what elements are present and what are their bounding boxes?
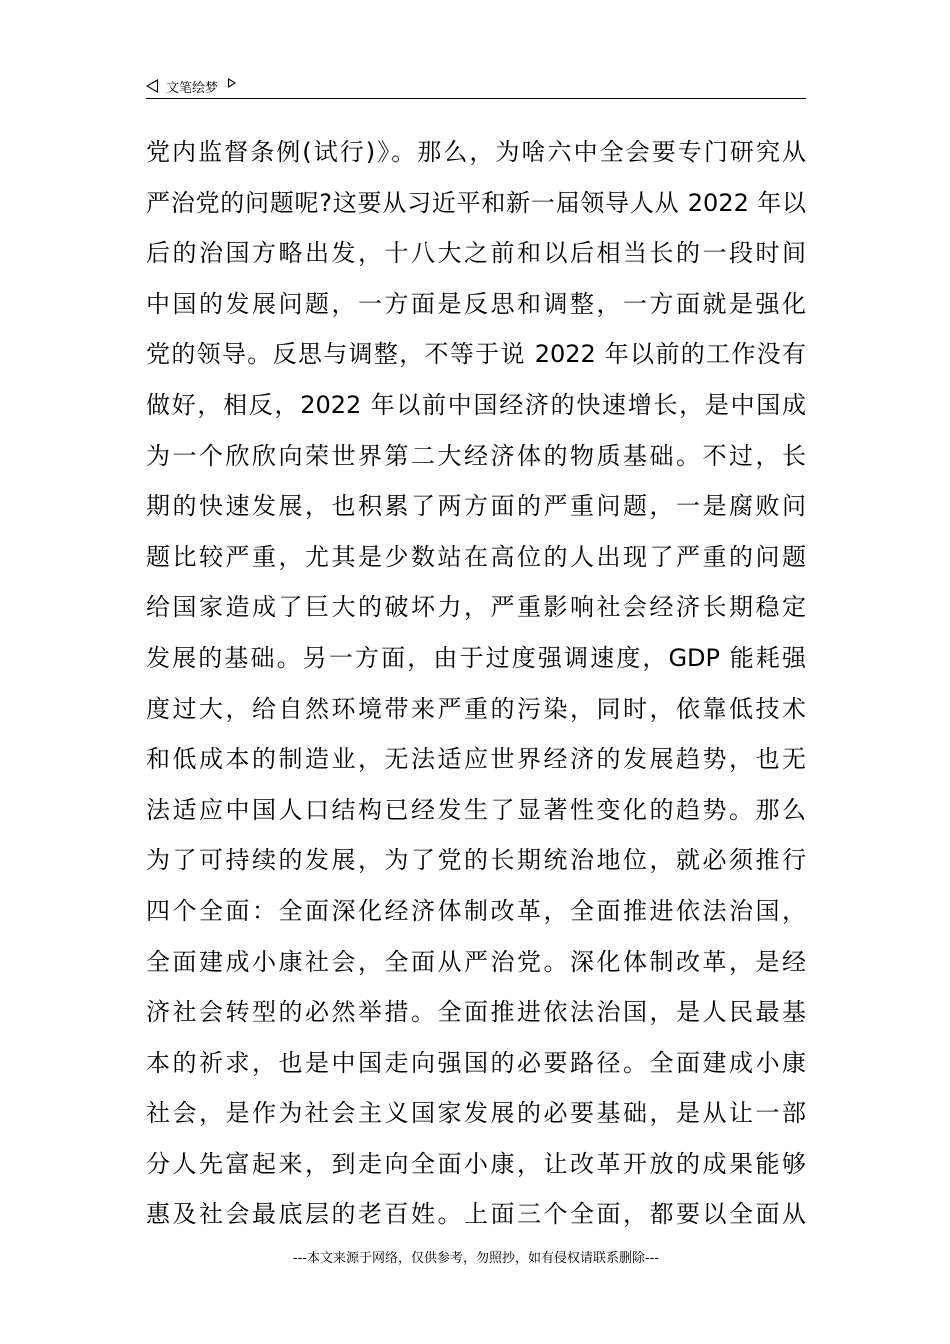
body-line: 为一个欣欣向荣世界第二大经济体的物质基础。不过，长 xyxy=(146,441,806,470)
document-body xyxy=(146,127,806,1240)
body-line: 法适应中国人口结构已经发生了显著性变化的趋势。那么 xyxy=(146,795,806,824)
page-header xyxy=(146,74,806,98)
body-line: 分人先富起来，到走向全面小康，让改革开放的成果能够 xyxy=(146,1149,806,1178)
body-line: 中国的发展问题，一方面是反思和调整，一方面就是强化 xyxy=(146,289,806,318)
body-line: 四个全面：全面深化经济体制改革，全面推进依法治国， xyxy=(146,896,806,925)
body-line: 惠及社会最底层的老百姓。上面三个全面，都要以全面从 xyxy=(146,1200,806,1229)
body-line: 为了可持续的发展，为了党的长期统治地位，就必须推行 xyxy=(146,846,806,875)
body-line: 全面建成小康社会，全面从严治党。深化体制改革，是经 xyxy=(146,947,806,976)
body-line: 后的治国方略出发，十八大之前和以后相当长的一段时间 xyxy=(146,239,806,268)
body-line: 党内监督条例(试行)》。那么，为啥六中全会要专门研究从 xyxy=(146,138,806,166)
header-divider xyxy=(146,98,806,99)
header-title: 文笔绘梦 xyxy=(166,80,219,96)
body-line: 本的祈求，也是中国走向强国的必要路径。全面建成小康 xyxy=(146,1048,806,1077)
body-line: 济社会转型的必然举措。全面推进依法治国，是人民最基 xyxy=(146,998,806,1027)
body-line: 发展的基础。另一方面，由于过度强调速度，GDP 能耗强 xyxy=(146,643,806,672)
body-line: 题比较严重，尤其是少数站在高位的人出现了严重的问题 xyxy=(146,542,806,571)
body-line: 社会，是作为社会主义国家发展的必要基础，是从让一部 xyxy=(146,1099,806,1128)
body-line: 做好，相反，2022 年以前中国经济的快速增长，是中国成 xyxy=(146,390,806,419)
body-line: 期的快速发展，也积累了两方面的严重问题，一是腐败问 xyxy=(146,492,806,521)
body-line: 和低成本的制造业，无法适应世界经济的发展趋势，也无 xyxy=(146,745,806,774)
body-line: 严治党的问题呢?这要从习近平和新一届领导人从 2022 年以 xyxy=(146,188,806,217)
body-line: 给国家造成了巨大的破坏力，严重影响社会经济长期稳定 xyxy=(146,593,806,622)
triangle-right-outline-icon xyxy=(228,78,236,88)
body-line: 党的领导。反思与调整，不等于说 2022 年以前的工作没有 xyxy=(146,340,806,369)
body-line: 度过大，给自然环境带来严重的污染，同时，依靠低技术 xyxy=(146,694,806,723)
page-footer: ---本文来源于网络，仅供参考，勿照抄，如有侵权请联系删除--- xyxy=(292,1251,660,1266)
triangle-left-outline-icon xyxy=(146,79,158,93)
